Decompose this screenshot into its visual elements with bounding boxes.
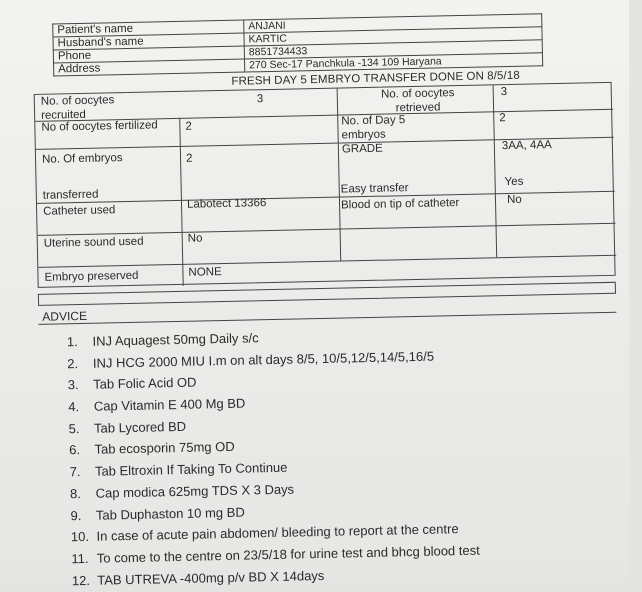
advice-item-number: 10.	[70, 529, 90, 545]
uterine-sound-label: Uterine sound used	[43, 235, 144, 250]
grid-divider	[38, 255, 616, 268]
advice-divider	[38, 312, 616, 325]
oocytes-retrieved-label: No. of oocytes retrieved	[380, 87, 455, 115]
easy-transfer-label: Easy transfer	[340, 182, 409, 196]
grid-divider	[38, 223, 616, 236]
advice-item-text: INJ HCG 2000 MIU I.m on alt days 8/5, 10/5,12/5,14/5,16/5	[92, 348, 435, 371]
embryos-label: No. Of embryos	[41, 152, 123, 166]
address-label: Address	[54, 59, 245, 76]
advice-item-number: 12.	[71, 572, 91, 588]
blood-on-tip-label: Blood on tip of catheter	[340, 197, 460, 212]
husband-name-label: Husband's name	[53, 33, 244, 50]
embryos-value: 2	[185, 152, 193, 165]
transferred-label: transferred	[42, 188, 99, 202]
grid-divider	[37, 191, 615, 204]
advice-item-number: 11.	[71, 550, 89, 567]
catheter-value: Labotect 13366	[186, 197, 267, 211]
blood-on-tip-value: No	[506, 193, 522, 207]
catheter-label: Catheter used	[43, 204, 116, 218]
embryo-preserved-value: NONE	[188, 266, 222, 279]
grid-divider	[179, 118, 184, 286]
easy-transfer-value: Yes	[504, 175, 524, 189]
advice-item-number: 6.	[68, 442, 81, 458]
day5-embryos-label: No. of Day 5 embryos	[341, 114, 406, 142]
advice-item-text: TAB UTREVA -400mg p/v BD X 14days	[97, 567, 325, 588]
grade-value: 3AA, 4AA	[501, 139, 552, 153]
advice-item-text: Tab ecosporin 75mg OD	[94, 439, 235, 458]
advice-item-text: Tab Lycored BD	[93, 418, 187, 436]
oocytes-recruited-label: No. of oocytes recruited	[40, 94, 115, 122]
advice-item-text: Tab Folic Acid OD	[93, 374, 197, 393]
advice-item-text: In case of acute pain abdomen/ bleeding to report at the centre	[96, 521, 459, 544]
advice-item-number: 7.	[69, 464, 81, 480]
advice-item-number: 1.	[66, 334, 78, 350]
advice-item-number: 8.	[69, 485, 82, 502]
advice-item-number: 5.	[68, 420, 80, 437]
patient-name-value: ANJANI	[244, 14, 542, 33]
advice-item-number: 4.	[68, 399, 80, 415]
oocytes-fertilized-value: 2	[185, 120, 192, 133]
embryo-transfer-report	[30, 1, 642, 588]
oocytes-retrieved-value: 3	[500, 86, 508, 99]
transfer-headline: FRESH DAY 5 EMBRYO TRANSFER DONE ON 8/5/18	[231, 69, 520, 88]
advice-item-text: To come to the centre on 23/5/18 for urine test and bhcg blood test	[96, 542, 480, 566]
advice-item-text: Tab Eltroxin If Taking To Continue	[94, 459, 288, 479]
advice-item-number: 3.	[67, 377, 79, 393]
day5-embryos-value: 2	[499, 112, 506, 125]
uterine-sound-value: No	[187, 232, 203, 245]
grade-label: GRADE	[341, 142, 383, 156]
advice-item-text: Cap Vitamin E 400 Mg BD	[93, 395, 246, 414]
husband-name-value: KARTIC	[244, 27, 542, 46]
patient-info-table	[52, 13, 543, 76]
advice-item-text: Cap modica 625mg TDS X 3 Days	[95, 481, 295, 501]
advice-item-text: Tab Duphaston 10 mg BD	[95, 504, 245, 523]
advice-list	[67, 323, 481, 592]
oocytes-recruited-value: 3	[256, 93, 264, 106]
embryo-details-grid	[34, 82, 616, 288]
advice-item-number: 9.	[70, 507, 82, 523]
phone-value: 8851734433	[244, 40, 542, 59]
phone-label: Phone	[53, 46, 244, 63]
advice-item-text: INJ Aquagest 50mg Daily s/c	[92, 330, 259, 349]
oocytes-fertilized-label: No of oocytes fertilized	[41, 119, 158, 134]
advice-title: ADVICE	[42, 308, 88, 324]
embryo-preserved-label: Embryo preserved	[44, 269, 139, 284]
address-value: 270 Sec-17 Panchkula -134 109 Haryana	[244, 53, 542, 72]
patient-name-label: Patient's name	[53, 20, 244, 37]
advice-item-number: 2.	[67, 355, 79, 371]
